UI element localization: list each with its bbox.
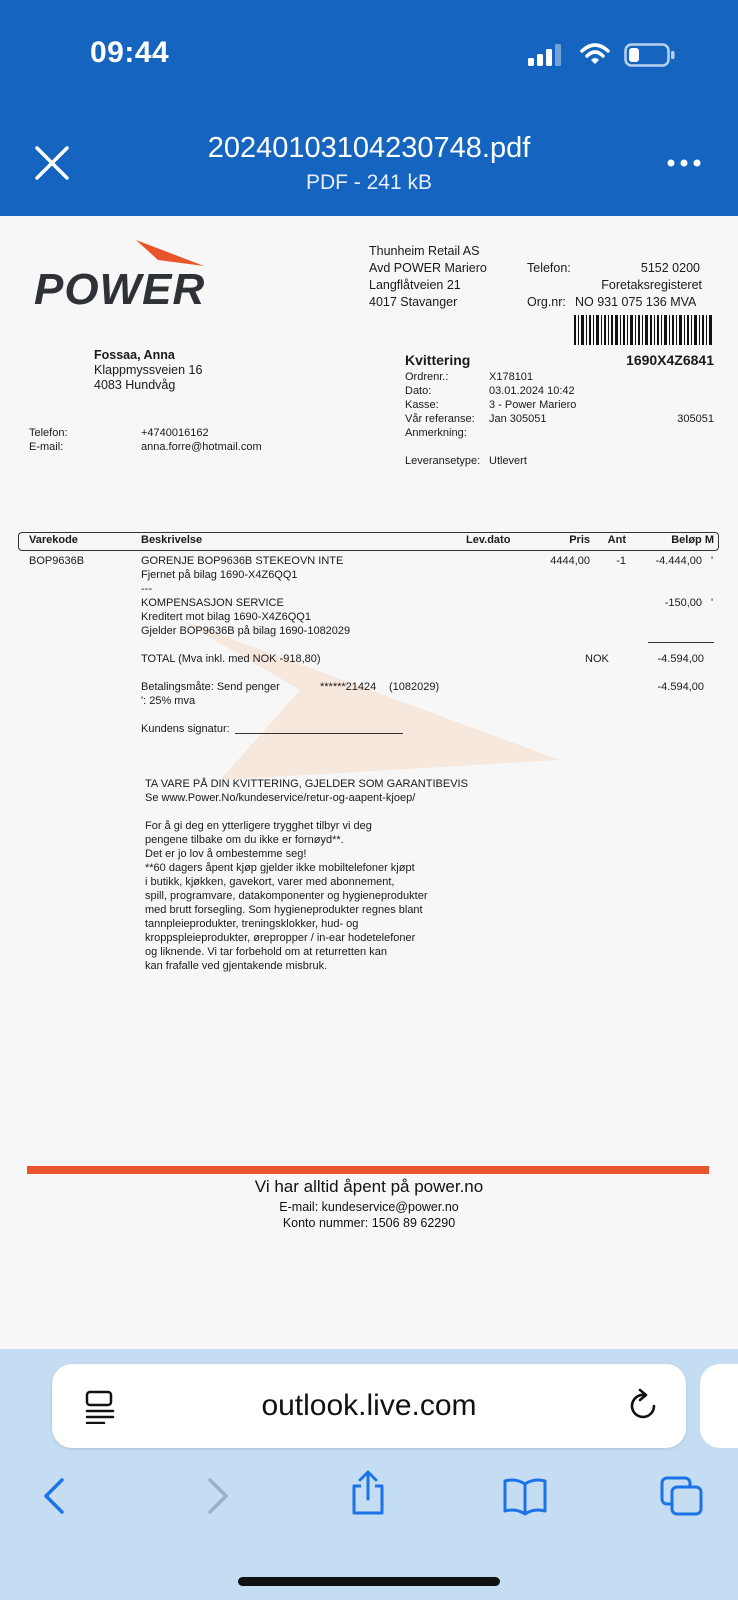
line-desc: GORENJE BOP9636B STEKEOVN INTE: [141, 555, 344, 567]
payment-amount: -4.594,00: [657, 681, 704, 693]
payment-ref: (1082029): [389, 681, 440, 693]
signature-line: [235, 733, 403, 734]
company-dept: Avd POWER Mariero: [369, 261, 487, 275]
customer-name: Fossaa, Anna: [94, 348, 175, 362]
register-label: Kasse:: [405, 399, 439, 411]
vat-note: ': 25% mva: [141, 695, 196, 707]
notice-line: kroppspleieprodukter, ørepropper / in-ear hodetelefoner: [145, 932, 416, 944]
customer-phone: +4740016162: [141, 427, 209, 439]
line-price: 4444,00: [550, 555, 590, 567]
line-qty: -1: [616, 555, 626, 567]
notice-line: spill, programvare, datakomponenter og hygieneprodukter: [145, 890, 428, 902]
payment-label: Betalingsmåte: Send penger: [141, 681, 280, 693]
register-value: 3 - Power Mariero: [489, 399, 577, 411]
customer-phone-label: Telefon:: [29, 427, 68, 439]
company-org: NO 931 075 136 MVA: [575, 295, 697, 309]
line-desc6: Gjelder BOP9636B på bilag 1690-1082029: [141, 625, 351, 637]
delivery-value: Utlevert: [489, 455, 527, 467]
company-street: Langflåtveien 21: [369, 278, 461, 292]
url-text[interactable]: outlook.live.com: [261, 1389, 477, 1422]
customer-street: Klappmyssveien 16: [94, 363, 203, 377]
customer-email-label: E-mail:: [29, 441, 64, 453]
col-code: Varekode: [29, 534, 78, 546]
notice-line: og liknende. Vi tar forbehold om at returretten kan: [145, 946, 387, 958]
line-amount2-mark: ': [711, 597, 714, 609]
ref-label: Vår referanse:: [405, 413, 475, 425]
col-desc: Beskrivelse: [141, 534, 203, 546]
footer-slogan: Vi har alltid åpent på power.no: [254, 1177, 484, 1196]
notice-line: pengene tilbake om du ikke er fornøyd**.: [145, 834, 344, 846]
notice-line: Se www.Power.No/kundeservice/retur-og-aapent-kjoep/: [145, 792, 416, 804]
ref-value: Jan 305051: [489, 413, 547, 425]
total-label: TOTAL (Mva inkl. med NOK -918,80): [141, 653, 321, 665]
receipt-number: 1690X4Z6841: [626, 352, 714, 368]
order-value: X178101: [489, 371, 534, 383]
document-title: 20240103104230748.pdf: [207, 132, 531, 164]
total-divider: [648, 642, 714, 643]
watermark-swoosh: [180, 620, 570, 790]
battery-icon: [624, 43, 676, 67]
col-qty: Ant: [607, 534, 626, 546]
line-desc4: KOMPENSASJON SERVICE: [141, 597, 284, 609]
payment-card: ******21424: [320, 681, 377, 693]
ref-code: 305051: [677, 413, 714, 425]
power-logo: POWER: [34, 265, 206, 314]
line-amount-mark: ': [711, 555, 714, 567]
document-subtitle: PDF - 241 kB: [305, 171, 433, 194]
notice-line: **60 dagers åpent kjøp gjelder ikke mobiltelefoner kjøpt: [145, 862, 415, 874]
line-amount: -4.444,00: [655, 555, 702, 567]
footer-account: Konto nummer: 1506 89 62290: [282, 1216, 456, 1230]
company-phone: 5152 0200: [640, 261, 700, 275]
next-tab-peek[interactable]: [700, 1364, 738, 1448]
customer-email: anna.forre@hotmail.com: [141, 441, 262, 453]
total-amount: -4.594,00: [657, 653, 704, 665]
date-label: Dato:: [405, 385, 432, 397]
notice-line: tannpleieprodukter, treningsklokker, hud- og: [145, 918, 359, 930]
col-amount: Beløp M: [671, 534, 714, 546]
notice-line: kan frafalle ved gjentakende misbruk.: [145, 960, 328, 972]
company-org-label: Org.nr:: [527, 295, 566, 309]
notice-line: For å gi deg en ytterligere trygghet tilbyr vi deg: [145, 820, 372, 832]
company-phone-label: Telefon:: [527, 261, 571, 275]
status-time: 09:44: [90, 36, 170, 69]
order-label: Ordrenr.:: [405, 371, 449, 383]
signal-icon: [528, 44, 562, 66]
col-price: Pris: [569, 534, 590, 546]
footer-accent-bar: [27, 1166, 709, 1174]
home-indicator: [238, 1577, 500, 1586]
back-icon[interactable]: [36, 1476, 76, 1516]
company-city: 4017 Stavanger: [369, 295, 458, 309]
forward-icon[interactable]: [196, 1476, 236, 1516]
notice-line: TA VARE PÅ DIN KVITTERING, GJELDER SOM GARANTIBEVIS: [145, 778, 468, 790]
notice-line: Det er jo lov å ombestemme seg!: [145, 848, 307, 860]
date-value: 03.01.2024 10:42: [489, 385, 575, 397]
bookmarks-icon[interactable]: [502, 1476, 548, 1516]
line-code: BOP9636B: [29, 555, 85, 567]
more-icon[interactable]: [666, 156, 702, 170]
wifi-icon: [580, 42, 610, 66]
reload-icon[interactable]: [628, 1388, 660, 1424]
footer-email: E-mail: kundeservice@power.no: [279, 1200, 459, 1214]
customer-city: 4083 Hundvåg: [94, 378, 176, 392]
remark-label: Anmerkning:: [405, 427, 467, 439]
company-name: Thunheim Retail AS: [369, 244, 480, 258]
line-desc3: ---: [141, 583, 152, 595]
notice-line: i butikk, kjøkken, gavekort, varer med abonnement,: [145, 876, 395, 888]
company-registry: Foretaksregisteret: [601, 278, 702, 292]
share-icon[interactable]: [348, 1470, 388, 1516]
line-desc5: Kreditert mot bilag 1690-X4Z6QQ1: [141, 611, 311, 623]
col-date: Lev.dato: [466, 534, 511, 546]
notice-line: med brutt forsegling. Som hygieneprodukter regnes blant: [145, 904, 423, 916]
tabs-icon[interactable]: [660, 1476, 704, 1516]
delivery-label: Leveransetype:: [405, 455, 481, 467]
receipt-heading: Kvittering: [405, 352, 471, 368]
total-currency: NOK: [585, 653, 609, 665]
barcode: [574, 315, 712, 345]
line-amount2: -150,00: [664, 597, 702, 609]
line-desc2: Fjernet på bilag 1690-X4Z6QQ1: [141, 569, 298, 581]
signature-label: Kundens signatur:: [141, 723, 230, 735]
